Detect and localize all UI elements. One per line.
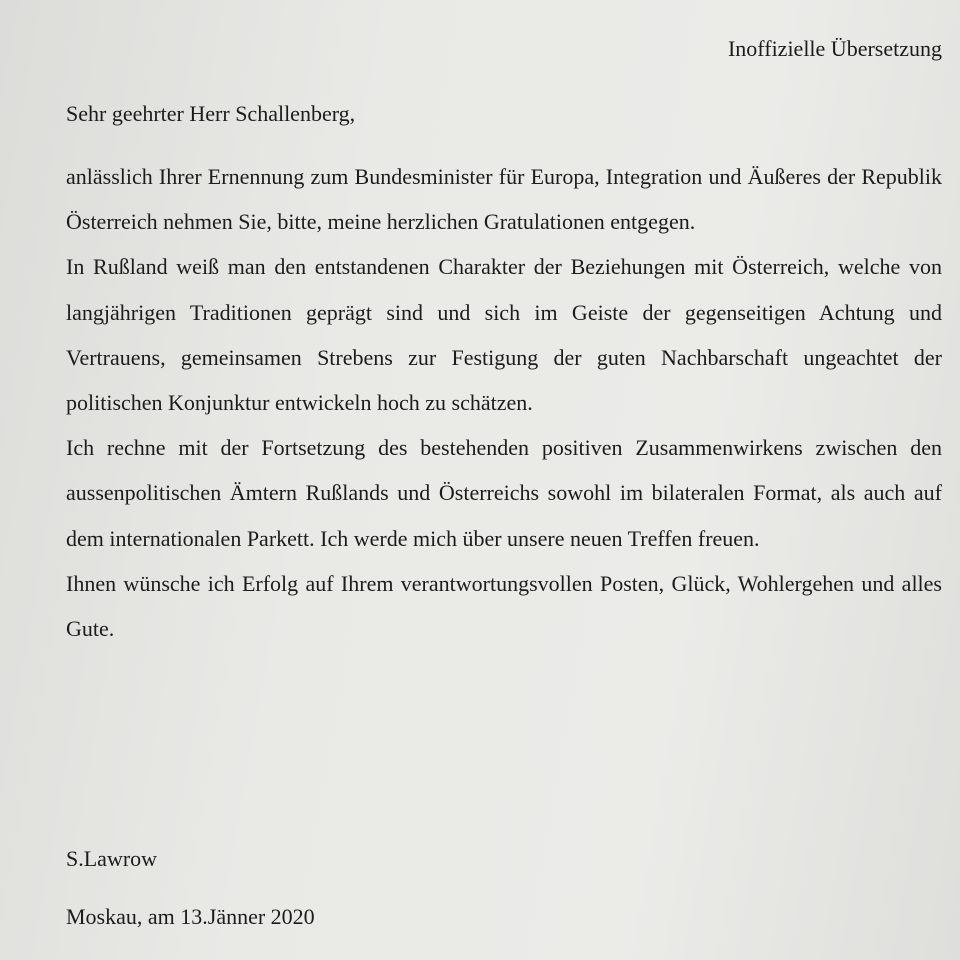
place-and-date: Moskau, am 13.Jänner 2020 (66, 904, 315, 929)
body-paragraph-3: Ich rechne mit der Fortsetzung des bestehenden positiven Zusammenwirkens zwischen den aussenpolitischen Ämtern Rußlands und Österreichs sowohl im bilateralen Format, als auch auf dem internationalen Parkett. Ich werde mich über unsere neuen Treffen freuen. (66, 435, 942, 551)
signature: S.Lawrow (66, 846, 158, 871)
body-paragraph-1: anlässlich Ihrer Ernennung zum Bundesminister für Europa, Integration und Äußeres der Republik Österreich nehmen Sie, bitte, meine herzlichen Gratulationen entgegen. (66, 164, 942, 235)
body-paragraph-2: In Rußland weiß man den entstandenen Charakter der Beziehungen mit Österreich, welche von langjährigen Traditionen geprägt sind und sich im Geiste der gegenseitigen Achtung und Vertrauens, gemeinsamen Strebens zur Festigung der guten Nachbarschaft ungeachtet der politischen Konjunktur entwickeln hoch zu schätzen. (66, 254, 942, 416)
translation-note: Inoffizielle Übersetzung (727, 36, 942, 61)
letter-body (66, 154, 942, 651)
body-paragraph-4: Ihnen wünsche ich Erfolg auf Ihrem verantwortungsvollen Posten, Glück, Wohlergehen und alles Gute. (66, 570, 942, 642)
salutation: Sehr geehrter Herr Schallenberg, (66, 101, 356, 126)
